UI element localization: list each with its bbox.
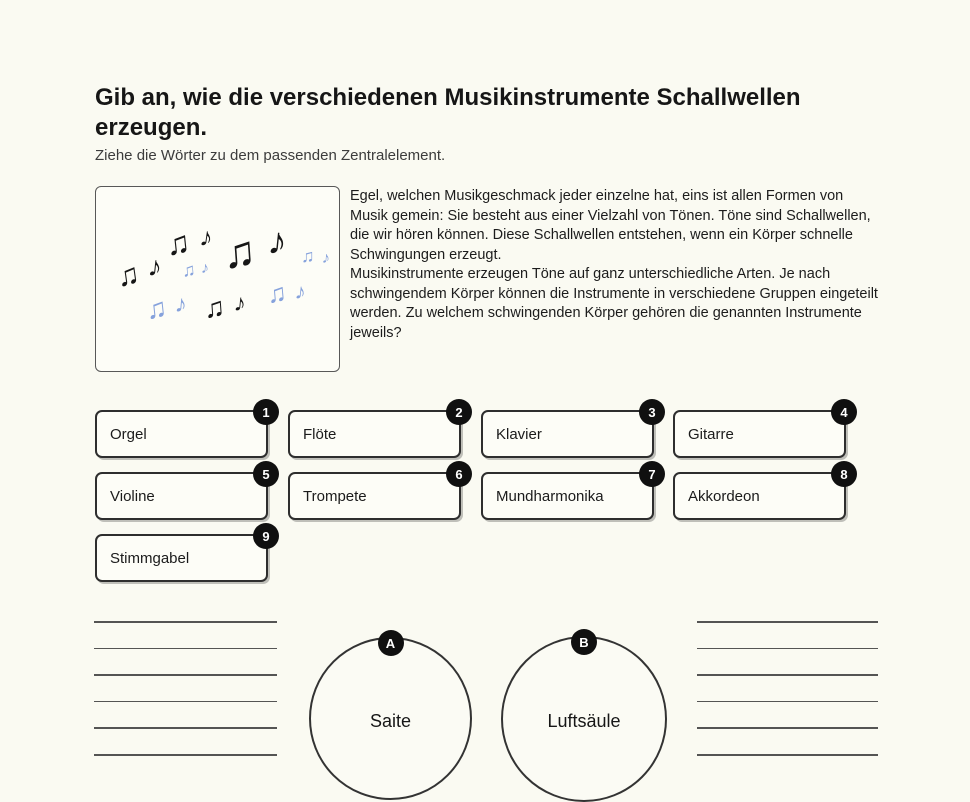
music-note-icon: ♪ xyxy=(197,221,216,253)
music-note-icon: ♪ xyxy=(173,290,189,319)
answer-line xyxy=(697,621,878,623)
task-instruction: Ziehe die Wörter zu dem passenden Zentralelement. xyxy=(95,147,446,164)
instrument-number-badge: 1 xyxy=(253,399,279,425)
instrument-card-gitarre[interactable] xyxy=(673,404,848,458)
answer-line xyxy=(697,754,878,756)
instrument-label: Flöte xyxy=(303,425,337,443)
instrument-number-badge: 8 xyxy=(831,461,857,487)
instrument-card-trompete[interactable] xyxy=(288,466,463,520)
music-note-icon: ♫ xyxy=(164,223,192,263)
intro-text xyxy=(350,187,882,343)
answer-line xyxy=(697,674,878,676)
instrument-card-orgel[interactable] xyxy=(95,404,270,458)
answer-line xyxy=(94,754,277,756)
instrument-number-badge: 6 xyxy=(446,461,472,487)
music-note-icon: ♫ xyxy=(114,257,142,294)
music-note-icon: ♪ xyxy=(265,220,290,264)
instrument-number-badge: 9 xyxy=(253,523,279,549)
music-note-icon: ♪ xyxy=(321,249,331,268)
zone-letter-badge: B xyxy=(571,629,597,655)
music-note-icon: ♫ xyxy=(181,259,197,281)
instrument-number-badge: 2 xyxy=(446,399,472,425)
answer-line xyxy=(697,648,878,650)
instrument-label: Trompete xyxy=(303,487,367,505)
zone-letter-badge: A xyxy=(378,630,404,656)
music-note-icon: ♪ xyxy=(146,250,164,283)
instrument-label: Klavier xyxy=(496,425,542,443)
answer-line xyxy=(697,727,878,729)
music-note-icon: ♫ xyxy=(301,246,315,266)
page-title: Gib an, wie die verschiedenen Musikinstrumente Schallwellen erzeugen. xyxy=(95,84,801,141)
answer-line xyxy=(94,621,277,623)
answer-line xyxy=(94,701,277,703)
answer-line xyxy=(94,648,277,650)
music-note-icon: ♪ xyxy=(232,289,248,318)
music-notes-image xyxy=(95,186,340,372)
instrument-card-stimmgabel[interactable] xyxy=(95,528,270,582)
drop-zone-saite[interactable] xyxy=(309,637,472,800)
instrument-card-flöte[interactable] xyxy=(288,404,463,458)
instrument-label: Mundharmonika xyxy=(496,487,604,505)
instrument-label: Orgel xyxy=(110,425,147,443)
instrument-number-badge: 7 xyxy=(639,461,665,487)
intro-paragraph-2: Musikinstrumente erzeugen Töne auf ganz unterschiedliche Arten. Je nach schwingendem Körper können die Instrumente in verschiedene Gruppen eingeteilt werden. Zu welchem schwingenden Körper gehören die genannten Instrumente jeweils? xyxy=(350,266,878,341)
instrument-card-akkordeon[interactable] xyxy=(673,466,848,520)
answer-line xyxy=(94,727,277,729)
drop-zone-luftsaeule[interactable] xyxy=(501,636,667,802)
instrument-number-badge: 3 xyxy=(639,399,665,425)
answer-line xyxy=(697,701,878,703)
music-note-icon: ♫ xyxy=(221,226,258,279)
instrument-number-badge: 4 xyxy=(831,399,857,425)
music-note-icon: ♫ xyxy=(144,291,169,326)
instrument-label: Stimmgabel xyxy=(110,549,190,567)
zone-label: Saite xyxy=(369,710,412,731)
music-note-icon: ♪ xyxy=(293,278,308,305)
zone-label: Luftsäule xyxy=(547,711,621,731)
music-note-icon: ♫ xyxy=(265,277,288,309)
instrument-card-klavier[interactable] xyxy=(481,404,656,458)
instrument-number-badge: 5 xyxy=(253,461,279,487)
instrument-label: Violine xyxy=(110,487,155,505)
intro-paragraph-1: Egel, welchen Musikgeschmack jeder einzelne hat, eins ist allen Formen von Musik gemein: Sie besteht aus einer Vielzahl von Tönen. Töne sind Schallwellen, die wir hören können. Diese Schallwellen entstehen, wenn ein Körper schnelle Schwingungen erzeugt. xyxy=(350,188,871,263)
answer-line xyxy=(94,674,277,676)
instrument-label: Gitarre xyxy=(688,425,734,443)
instrument-card-violine[interactable] xyxy=(95,466,270,520)
music-note-icon: ♪ xyxy=(200,259,210,278)
music-note-icon: ♫ xyxy=(202,291,227,324)
instrument-label: Akkordeon xyxy=(688,487,760,505)
instrument-card-mundharmonika[interactable] xyxy=(481,466,656,520)
